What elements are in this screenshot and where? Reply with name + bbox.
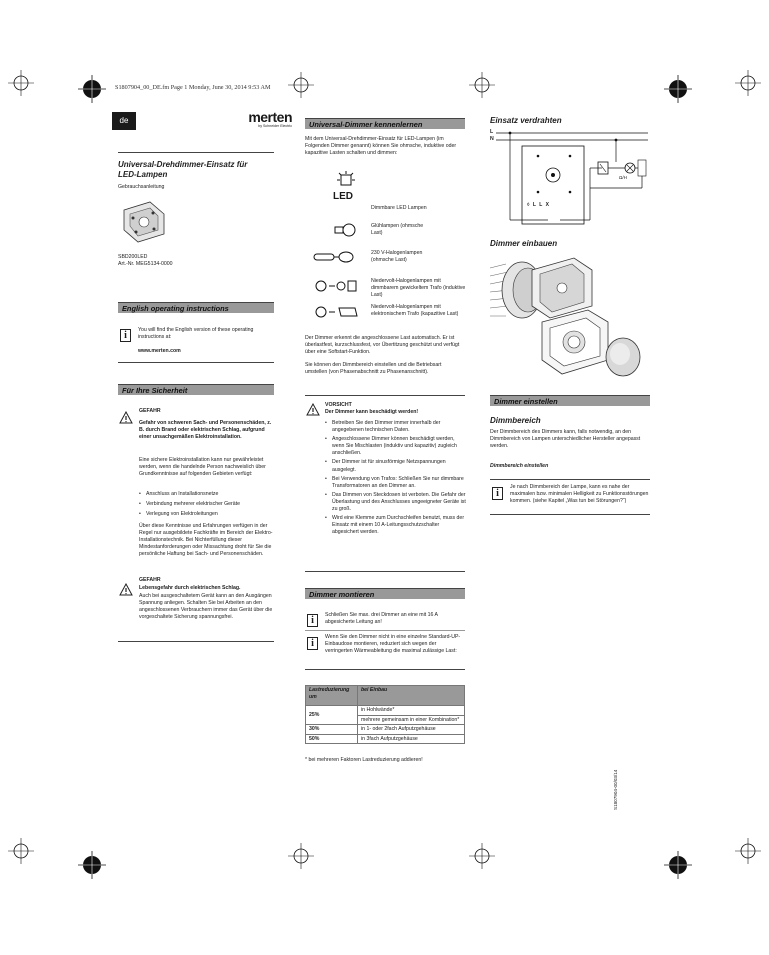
- table-cell: 30%: [306, 725, 358, 735]
- info-icon: i: [120, 329, 131, 342]
- side-code: S1807904-00/03/14: [613, 769, 618, 810]
- lv-halogen-electronic-icon: [313, 304, 359, 320]
- load-lv-halogen-electronic: Niedervolt-Halogenlampen mit elektronischem Trafo (kapazitive Last): [371, 304, 459, 318]
- wiring-label-L: L: [490, 129, 494, 135]
- rule: [118, 362, 274, 363]
- english-note: You will find the English version of these operating instructions at:: [138, 327, 254, 341]
- registration-mark-icon: [664, 75, 692, 103]
- led-icon-label: LED: [333, 191, 353, 202]
- load-lv-halogen-wound: Niedervolt-Halogenlampen mit dimmbarem gewickeltem Trafo (induktive Last): [371, 278, 466, 299]
- info-icon: i: [307, 637, 318, 650]
- installation-illustration: [488, 250, 650, 380]
- bullet-item: • Bei Verwendung von Trafos: Schließen Sie nur dimmbare Transformatoren an den Dimmer an.: [325, 476, 467, 490]
- rule: [490, 514, 650, 515]
- caution-bullets: [325, 420, 467, 536]
- load-incandescent: Glühlampen (ohmsche Last): [371, 223, 424, 237]
- bullet-item: • Betreiben Sie den Dimmer immer innerhalb der angegebenen technischen Daten.: [325, 420, 467, 434]
- load-halogen-230v: 230 V-Halogenlampen (ohmsche Last): [371, 250, 423, 264]
- table-row: [306, 725, 465, 735]
- load-reduction-table: [305, 685, 465, 744]
- table-row: [306, 706, 465, 716]
- load-led: Dimmbare LED Lampen: [371, 205, 427, 211]
- section-get-to-know: Universal-Dimmer kennenlernen: [305, 118, 465, 129]
- bullet-item: • Verbindung mehrerer elektrischer Geräte: [139, 501, 274, 508]
- warning1-bullets: [139, 491, 274, 518]
- rule: [305, 669, 465, 670]
- bullet-item: • Angeschlossene Dimmer können beschädigt werden, wenn Sie Mischlasten (induktiv und kapazitiv) zugleich anschließen.: [325, 436, 467, 457]
- table-cell: in 1- oder 2fach Aufputzgehäuse: [358, 725, 465, 735]
- mode-text: Sie können den Dimmbereich einstellen und die Betriebsart umstellen (von Phasenabschnitt zu Phasenanschnitt).: [305, 362, 442, 376]
- wiring-label-N: N: [490, 136, 494, 142]
- brand-logo: [232, 110, 292, 129]
- registration-mark-icon: [78, 75, 106, 103]
- table-cell: in Hohlwände*: [358, 706, 465, 716]
- auto-detect-text: Der Dimmer erkennt die angeschlossene Last automatisch. Er ist überlastfest, kurzschlussfest, vor Übertitzung geschützt und verfügt über eine Softstart-Funktion.: [305, 335, 460, 356]
- range-text: Der Dimmbereich des Dimmers kann, falls notwendig, an den Dimmbereich von Lampen unterschiedlicher Hersteller angepasst werden.: [490, 429, 641, 450]
- bullet-item: • Anschluss an Installationsnetze: [139, 491, 274, 498]
- section-english: English operating instructions: [118, 302, 274, 313]
- rule: [305, 395, 465, 396]
- bullet-item: • Verlegung von Elektroleitungen: [139, 511, 274, 518]
- halogen-lamp-icon: [312, 250, 358, 264]
- range-subheading: Dimmbereich einstellen: [490, 463, 549, 469]
- rule: [118, 641, 274, 642]
- led-lamp-icon: [335, 171, 357, 191]
- lamp-label: Ω/H: [619, 175, 627, 180]
- warning-icon: [119, 411, 133, 424]
- warning2-text: Auch bei ausgeschaltetem Gerät kann an den Ausgängen Spannung anliegen. Schalten Sie bei Arbeiten an den angeschlossenen Verbrauchern immer das Gerät über die vorgeschaltete Sicherung spannungsfrei.: [139, 593, 273, 621]
- rule: [305, 571, 465, 572]
- range-note: Je nach Dimmbereich der Lampe, kann es nahe der maximalen bzw. minimalen Helligkeit zu Funktionsstörungen kommen. (siehe Kapitel „Was tun bei Störungen?“): [510, 484, 649, 505]
- crosshair-mark-icon: [735, 70, 761, 96]
- crosshair-mark-icon: [8, 70, 34, 96]
- incandescent-lamp-icon: [332, 223, 358, 237]
- caution-label: VORSICHT: [325, 402, 352, 408]
- info-icon: i: [307, 614, 318, 627]
- part-number: SBD200LED: [118, 254, 148, 260]
- rule: [118, 152, 274, 153]
- crosshair-mark-icon: [735, 838, 761, 864]
- dimmer-insert-image: [118, 196, 168, 246]
- article-number: Art.-Nr. MEG5134-0000: [118, 261, 173, 267]
- info-icon: i: [492, 487, 503, 500]
- section-mount: Dimmer montieren: [305, 588, 465, 599]
- bullet-item: • Der Dimmer ist für sinusförmige Netzspannungen ausgelegt.: [325, 459, 467, 473]
- brand-sub: by Schneider Electric: [258, 124, 292, 128]
- crosshair-mark-icon: [8, 838, 34, 864]
- language-tab: de: [112, 112, 136, 130]
- bullet-item: • Das Dimmen von Steckdosen ist verboten. Die Gefahr der Überlastung und des Anschlusses ungeeigneter Geräte ist zu groß.: [325, 492, 467, 513]
- warning-icon: [119, 583, 133, 596]
- warning-icon: [306, 403, 320, 416]
- warning1-bold: Gefahr von schweren Sach- und Personenschäden, z. B. durch Brand oder elektrischen Schlag, aufgrund einer unsachgemäßen Elektroinstallation.: [139, 420, 272, 441]
- caution-bold: Der Dimmer kann beschädigt werden!: [325, 409, 419, 415]
- table-footnote: * bei mehreren Faktoren Lastreduzierung addieren!: [305, 757, 423, 763]
- install-heading: Dimmer einbauen: [490, 239, 558, 248]
- table-header-cell: Lastreduzierung um: [306, 686, 358, 706]
- intro-text: Mit dem Universal-Drehdimmer-Einsatz für LED-Lampen (im Folgenden Dimmer genannt) können Sie ohmsche, induktive oder kapazitive Lasten schalten und dimmen:: [305, 136, 457, 157]
- brand-name: merten: [248, 109, 292, 125]
- crosshair-mark-icon: [469, 72, 495, 98]
- section-safety: Für Ihre Sicherheit: [118, 384, 274, 395]
- lv-halogen-transformer-icon: [313, 278, 359, 294]
- registration-mark-icon: [664, 851, 692, 879]
- table-header: [306, 686, 465, 706]
- wiring-heading: Einsatz verdrahten: [490, 116, 562, 125]
- warning2-label: GEFAHR: [139, 577, 161, 583]
- registration-mark-icon: [78, 851, 106, 879]
- bullet-item: • Wird eine Klemme zum Durchschleifen benutzt, muss der Einsatz mit einem 10 A-Leitungsschutzschalter abgesichert werden.: [325, 515, 467, 536]
- mount-note2: Wenn Sie den Dimmer nicht in eine einzelne Standard-UP-Einbaudose montieren, reduziert sich wegen der verringerten Wärmeableitung die maximal zulässige Last:: [325, 634, 461, 655]
- rule: [490, 479, 650, 480]
- crosshair-mark-icon: [469, 843, 495, 869]
- table-cell: 25%: [306, 706, 358, 725]
- table-header-cell: bei Einbau: [358, 686, 465, 706]
- warning1-text: Eine sichere Elektroinstallation kann nur gewährleistet werden, wenn die handelnde Person nachweislich über Grundkenntnisse auf folgenden Gebieten verfügt:: [139, 457, 266, 478]
- warning1-text2: Über diese Kenntnisse und Erfahrungen verfügen in der Regel nur ausgebildete Fachkräfte im Bereich der Elektro-Installationstechnik. Bei Nichterfüllung dieser Mindestanforderungen oder Missachtung droht für Sie die persönliche Haftung bei Sach- und Personenschäden.: [139, 523, 273, 558]
- range-heading: Dimmbereich: [490, 416, 541, 425]
- english-link[interactable]: www.merten.com: [138, 348, 181, 354]
- terminal-labels: ◊ L L X: [527, 202, 550, 208]
- product-subtitle: Gebrauchsanleitung: [118, 184, 165, 190]
- warning1-label: GEFAHR: [139, 408, 161, 414]
- crosshair-mark-icon: [288, 72, 314, 98]
- rule: [305, 630, 465, 631]
- section-set-dimmer: Dimmer einstellen: [490, 395, 650, 406]
- table-row: [306, 734, 465, 744]
- crosshair-mark-icon: [288, 843, 314, 869]
- table-cell: in 3fach Aufputzgehäuse: [358, 734, 465, 744]
- warning2-bold: Lebensgefahr durch elektrischen Schlag.: [139, 585, 241, 591]
- table-cell: mehrere gemeinsam in einer Kombination*: [358, 715, 465, 725]
- mount-note1: Schließen Sie max. drei Dimmer an eine mit 16 A abgesicherte Leitung an!: [325, 612, 438, 626]
- table-cell: 50%: [306, 734, 358, 744]
- product-title: Universal-Drehdimmer-Einsatz für LED-Lampen: [118, 160, 248, 179]
- print-header: S1807904_00_DE.fm Page 1 Monday, June 30, 2014 9:53 AM: [115, 84, 271, 91]
